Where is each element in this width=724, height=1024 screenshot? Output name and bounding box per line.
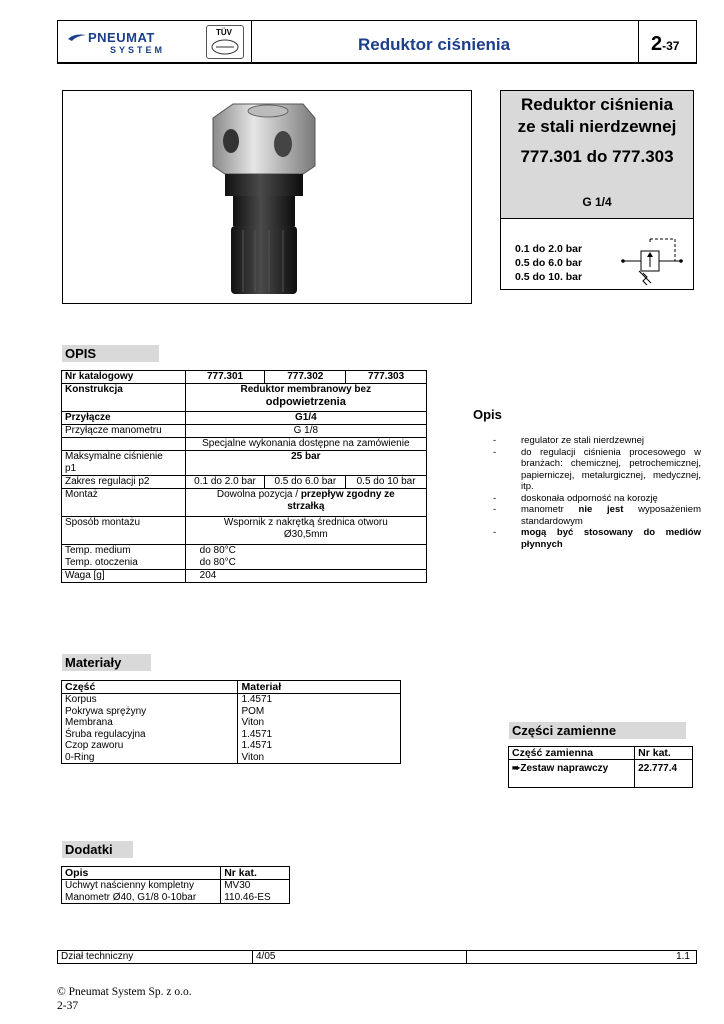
table-row — [62, 412, 427, 425]
specification-table — [61, 370, 427, 583]
footer-divider — [466, 951, 467, 963]
spec-value-line: odpowietrzenia — [265, 396, 346, 408]
spec-value: 777.303 — [346, 371, 427, 384]
logo-swoosh-icon — [68, 33, 86, 43]
table-cell — [221, 880, 290, 904]
spec-label: Zakres regulacji p2 — [62, 476, 186, 489]
material-part: Czop zaworu — [65, 740, 124, 751]
product-title-line1: Reduktor ciśnienia — [520, 95, 674, 114]
opis-heading: Opis — [473, 407, 502, 422]
section-heading-czesci: Części zamienne — [509, 722, 686, 739]
spec-value: G 1/8 — [185, 425, 426, 438]
table-row — [62, 545, 427, 558]
range-item: 0.1 do 2.0 bar — [515, 243, 583, 255]
spec-label — [62, 451, 186, 476]
table-row — [62, 880, 290, 904]
footer-date: 4/05 — [256, 951, 276, 962]
list-item-text: do regulacji ciśnienia procesowego w branżach: chemicznej, petrochemicznej, papierniczej, metalurgicznej, medycznej, itp. — [521, 446, 701, 492]
section-heading-opis: OPIS — [62, 345, 159, 362]
copyright-block — [57, 985, 192, 1013]
list-item: - doskonała odporność na korozję — [493, 492, 658, 504]
pressure-regulator-image — [203, 96, 333, 301]
spec-value: 25 bar — [185, 451, 426, 476]
arrow-right-icon: ➨ — [512, 763, 521, 774]
list-item-text: wyposażeniem standardowym — [521, 504, 701, 527]
table-row — [62, 384, 427, 412]
spec-value: 0.1 do 2.0 bar — [185, 476, 265, 489]
table-row — [509, 760, 693, 788]
column-header: Nr kat. — [635, 747, 693, 760]
header-title: Reduktor ciśnienia — [358, 35, 511, 54]
spare-parts-table — [508, 746, 693, 788]
spec-value-line: Ø30,5mm — [283, 529, 328, 540]
spec-label: Sposób montażu — [62, 517, 186, 545]
list-item: - manometr nie jest wyposażeniem standardowym — [493, 504, 701, 527]
product-photo-frame — [62, 90, 472, 304]
table-cell — [62, 694, 238, 764]
page-number — [651, 33, 679, 56]
table-row — [62, 476, 427, 489]
spec-value-plain: Dowolna pozycja / — [216, 489, 301, 500]
spec-label: Temp. otoczenia — [62, 557, 186, 570]
tuv-badge-text: TÜV — [216, 28, 232, 37]
logo-subtext: SYSTEM — [110, 45, 166, 55]
accessory-number: 110.46-ES — [224, 891, 271, 903]
list-item-text: manometr — [521, 504, 579, 515]
material-part: Pokrywa sprężyny — [65, 705, 147, 717]
regulator-symbol-icon — [619, 235, 689, 287]
footer-department: Dział techniczny — [61, 951, 134, 962]
product-code-range: 777.301 do 777.303 — [520, 147, 674, 166]
list-item-text: doskonała odporność na korozję — [521, 492, 658, 504]
section-heading-dodatki: Dodatki — [62, 841, 133, 858]
footer-divider — [252, 951, 253, 963]
footer-bar — [57, 950, 697, 964]
table-header-row — [509, 747, 693, 760]
list-item: - mogą być stosowany do mediów płynnych — [493, 527, 701, 550]
material-value: 1.4571 — [241, 728, 273, 740]
spec-label: Montaż — [62, 489, 186, 517]
spec-label-empty — [62, 438, 186, 451]
column-header: Część — [62, 681, 238, 694]
material-value: 1.4571 — [241, 694, 273, 705]
spec-value — [185, 489, 426, 517]
page-number-cell — [638, 21, 698, 63]
table-cell — [238, 694, 401, 764]
spec-value: G1/4 — [185, 412, 426, 425]
pressure-ranges-box — [500, 218, 694, 290]
material-part: 0-Ring — [65, 751, 95, 763]
spec-label-line: p1 — [65, 463, 77, 474]
footer-version: 1.1 — [676, 951, 690, 962]
product-title-box — [500, 90, 694, 218]
accessory-desc: Uchwyt naścienny kompletny — [65, 880, 194, 891]
material-value: Viton — [241, 717, 265, 728]
table-row — [62, 557, 427, 570]
material-part: Korpus — [65, 694, 97, 705]
table-row — [62, 694, 401, 764]
column-header: Materiał — [238, 681, 401, 694]
tuv-certificate-badge — [206, 25, 244, 59]
spec-label: Przyłącze manometru — [62, 425, 186, 438]
table-row — [62, 438, 427, 451]
table-row — [62, 451, 427, 476]
table-row — [62, 570, 427, 583]
product-title-line2: ze stali nierdzewnej — [517, 117, 677, 136]
spec-value-line: Wspornik z nakrętką średnica otworu — [223, 517, 388, 528]
copyright-text: © Pneumat System Sp. z o.o. — [57, 986, 192, 998]
material-part: Membrana — [65, 717, 113, 728]
opis-bullet-list — [493, 435, 701, 550]
spec-label-line: Maksymalne ciśnienie — [65, 451, 163, 462]
list-item-bold: mogą być stosowany do mediów płynnych — [521, 527, 701, 550]
spec-value: 777.302 — [265, 371, 346, 384]
logo-text: PNEUMAT — [88, 30, 155, 45]
spec-value: Specjalne wykonania dostępne na zamówienie — [185, 438, 426, 451]
accessory-number: MV30 — [224, 880, 251, 891]
spec-value: 204 — [185, 570, 426, 583]
table-header-row — [62, 681, 401, 694]
spec-value: 0.5 do 10 bar — [346, 476, 427, 489]
column-header: Nr kat. — [221, 867, 290, 880]
logo-cell — [58, 21, 252, 63]
spec-value — [185, 517, 426, 545]
spec-label: Konstrukcja — [62, 384, 186, 412]
material-value: 1.4571 — [241, 740, 273, 751]
certificate-seal-icon — [210, 38, 240, 56]
material-value: POM — [241, 705, 265, 717]
accessories-table — [61, 866, 290, 904]
list-item-bold: nie jest — [578, 504, 624, 515]
table-row — [62, 517, 427, 545]
footer-page-ref: 2-37 — [57, 1000, 79, 1012]
spec-label: Nr katalogowy — [62, 371, 186, 384]
spare-part-name: Zestaw naprawczy — [520, 763, 609, 774]
page-number-sub: -37 — [662, 39, 680, 53]
column-header: Opis — [62, 867, 221, 880]
table-cell — [62, 880, 221, 904]
column-header: Część zamienna — [509, 747, 635, 760]
material-value: Viton — [241, 751, 265, 763]
materials-table — [61, 680, 401, 764]
list-item: - regulator ze stali nierdzewnej — [493, 435, 645, 446]
page-number-main: 2 — [651, 33, 663, 55]
spec-value: 777.301 — [185, 371, 265, 384]
page-header — [57, 20, 697, 64]
table-row — [62, 489, 427, 517]
thread-size: G 1/4 — [582, 195, 612, 209]
spec-value-bold: przepływ zgodny ze — [300, 489, 395, 500]
spec-value-line: Reduktor membranowy bez — [240, 384, 372, 395]
spec-value: 0.5 do 6.0 bar — [265, 476, 346, 489]
spec-value — [185, 384, 426, 412]
table-row — [62, 371, 427, 384]
spec-value: do 80°C — [185, 545, 426, 558]
list-item: - do regulacji ciśnienia procesowego w branżach: chemicznej, petrochemicznej, papierniczej, metalurgicznej, medycznej, itp. — [493, 446, 701, 492]
section-heading-materialy: Materiały — [62, 654, 151, 671]
range-item: 0.5 do 10. bar — [515, 271, 583, 283]
spec-value: do 80°C — [185, 557, 426, 570]
table-header-row — [62, 867, 290, 880]
accessory-desc: Manometr Ø40, G1/8 0-10bar — [65, 891, 197, 903]
spare-part-number: 22.777.4 — [635, 760, 693, 788]
spec-label: Przyłącze — [62, 412, 186, 425]
list-item-text: regulator ze stali nierdzewnej — [521, 435, 645, 446]
spec-label: Temp. medium — [62, 545, 186, 558]
material-part: Śruba regulacyjna — [65, 728, 146, 740]
spec-value-bold: strzałką — [287, 501, 325, 512]
table-row — [62, 425, 427, 438]
spec-label: Waga [g] — [62, 570, 186, 583]
table-cell — [509, 760, 635, 788]
range-item: 0.5 do 6.0 bar — [515, 257, 583, 269]
